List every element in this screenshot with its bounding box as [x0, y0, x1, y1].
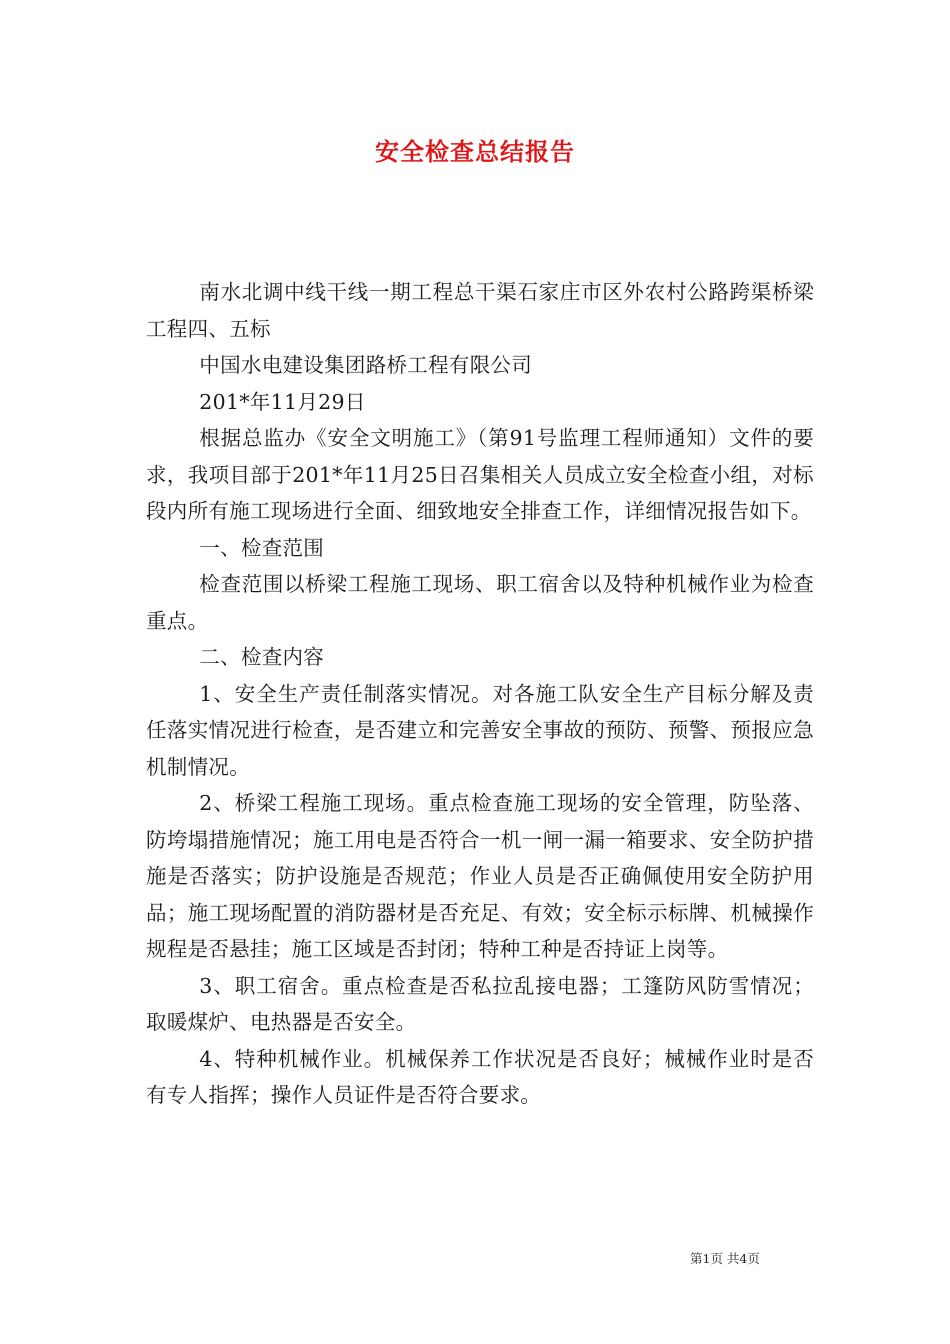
content-item-4: 4、特种机械作业。机械保养工作状况是否良好；械械作业时是否有专人指挥；操作人员证件是否符合要求。 — [146, 1046, 814, 1107]
company-name-paragraph: 中国水电建设集团路桥工程有限公司 — [199, 353, 533, 377]
content-item-1: 1、安全生产责任制落实情况。对各施工队安全生产目标分解及责任落实情况进行检查，是否建立和完善安全事故的预防、预警、预报应急机制情况。 — [146, 681, 814, 779]
content-item-2: 2、桥梁工程施工现场。重点检查施工现场的安全管理，防坠落、防垮塌措施情况；施工用电是否符合一机一闸一漏一箱要求、安全防护措施是否落实；防护设施是否规范；作业人员是否正确佩使用安全防护用品；施工现场配置的消防器材是否充足、有效；安全标示标牌、机械操作规程是否悬挂；施工区域是否封闭；特种工种是否持证上岗等。 — [146, 791, 814, 961]
intro-paragraph: 根据总监办《安全文明施工》（第91号监理工程师通知）文件的要求，我项目部于201*年11月25日召集相关人员成立安全检查小组，对标段内所有施工现场进行全面、细致地安全排查工作，详细情况报告如下。 — [146, 426, 814, 523]
scope-paragraph: 检查范围以桥梁工程施工现场、职工宿舍以及特种机械作业为检查重点。 — [146, 572, 814, 633]
page-number-footer: 第1页 共4页 — [690, 1251, 760, 1266]
section-heading-content: 二、检查内容 — [199, 645, 325, 669]
project-name-paragraph: 南水北调中线干线一期工程总干渠石家庄市区外农村公路跨渠桥梁工程四、五标 — [146, 280, 814, 341]
document-title: 安全检查总结报告 — [375, 137, 575, 166]
section-heading-scope: 一、检查范围 — [199, 535, 325, 560]
date-paragraph: 201*年11月29日 — [199, 389, 366, 414]
content-item-3: 3、职工宿舍。重点检查是否私拉乱接电器；工篷防风防雪情况；取暖煤炉、电热器是否安全。 — [146, 973, 814, 1034]
document-body — [146, 274, 814, 1114]
